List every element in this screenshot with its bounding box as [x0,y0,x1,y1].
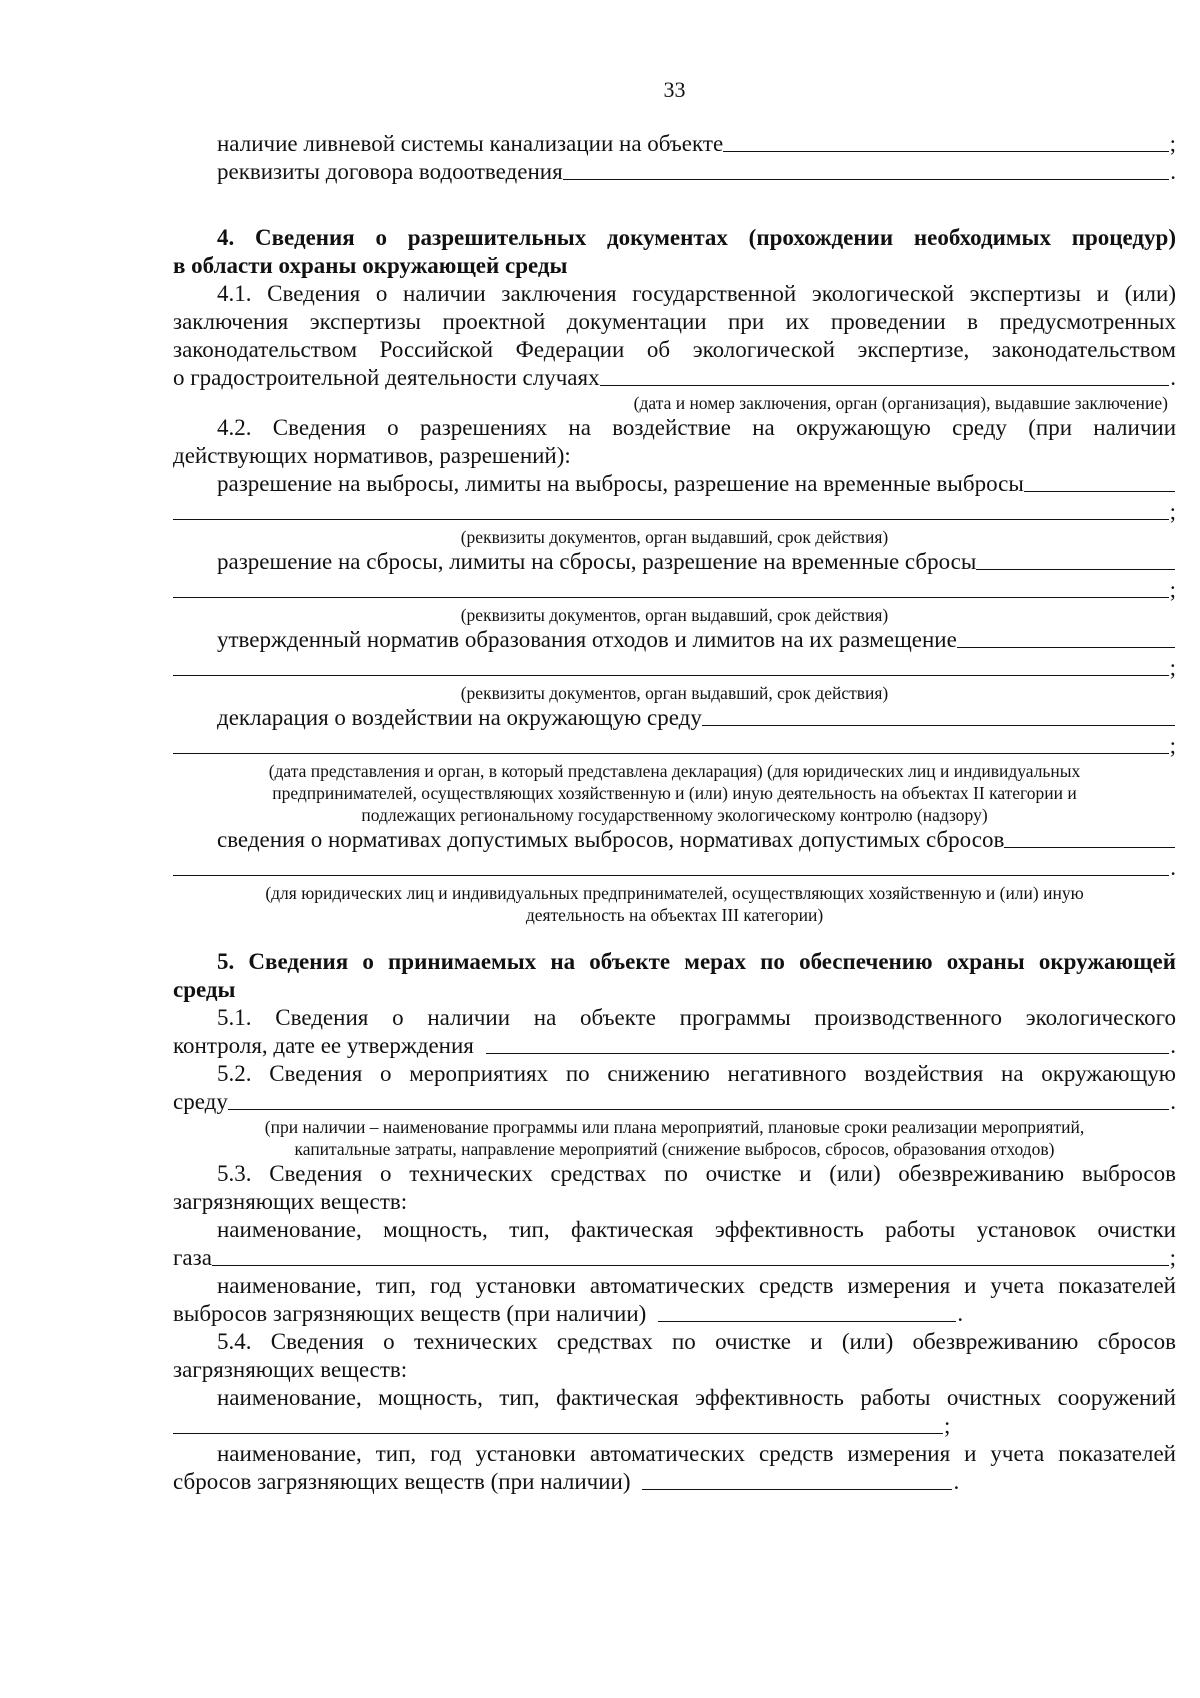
p52-caption-1: (при наличии – наименование программы или плана мероприятий, плановые сроки реализации мероприятий, [264,1117,1085,1137]
p51-line1: 5.1. Сведения о наличии на объекте программы производственного экологического [217,1005,1176,1030]
declaration-line: декларация о воздействии на окружающую среду [173,704,1176,732]
page-number: 33 [663,77,686,102]
treatment-field[interactable] [173,1433,943,1434]
semicolon: ; [1169,131,1176,156]
auto-em-field[interactable] [658,1321,956,1322]
declaration-field-a[interactable] [702,725,1175,726]
p41-line2: заключения экспертизы проектной документации при их проведении в предусмотренных [173,309,1176,334]
p52-line2: среду . [173,1089,1176,1114]
expertise-field[interactable] [600,385,1170,386]
auto-em-line1: наименование, тип, год установки автоматических средств измерения и учета показателей [217,1273,1176,1298]
norms-caption-2: деятельность на объектах III категории) [525,905,824,925]
waste-line: утвержденный норматив образования отходов и лимитов на их размещение [173,626,1176,654]
auto-dis-line1: наименование, тип, год установки автоматических средств измерения и учета показателей [217,1441,1176,1466]
pek-field[interactable] [486,1053,1169,1054]
p41-line1: 4.1. Сведения о наличии заключения государственной экологической экспертизы и (или) [217,281,1176,306]
p41-line3: законодательством Российской Федерации об экологической экспертизе, законодательством [173,337,1176,362]
p42-line1: 4.2. Сведения о разрешениях на воздействие на окружающую среду (при наличии [217,415,1176,440]
emissions-caption: (реквизиты документов, орган выдавший, срок действия) [460,527,889,547]
discharges-line2: ; [173,576,1176,604]
p41-label: о градостроительной деятельности случаях [173,365,600,390]
period: . [1170,159,1176,184]
emissions-line: разрешение на выбросы, лимиты на выбросы, разрешение на временные выбросы [173,470,1176,498]
declaration-line2: ; [173,732,1176,760]
norms-line2: . [173,854,1176,882]
norms-field-b[interactable] [173,875,1169,876]
waste-field-b[interactable] [173,675,1169,676]
treatment-line2: ; [173,1412,1176,1440]
drainage-contract-line [173,158,1176,186]
p54-line1: 5.4. Сведения о технических средствах по очистке и (или) обезвреживанию сбросов [217,1329,1176,1354]
discharges-field-b[interactable] [173,597,1169,598]
p53-line1: 5.3. Сведения о технических средствах по очистке и (или) обезвреживанию выбросов [217,1161,1176,1186]
storm-sewer-label: наличие ливневой системы канализации на объекте [217,131,724,156]
auto-dis-field[interactable] [642,1489,952,1490]
gas-line2: газа ; [173,1245,1176,1270]
storm-sewer-field[interactable] [723,151,1168,152]
emissions-field-b[interactable] [173,519,1169,520]
p52-caption-2: капитальные затраты, направление мероприятий (снижение выбросов, сбросов, образования отходов) [294,1139,1055,1159]
drainage-contract-label: реквизиты договора водоотведения [217,159,563,184]
section4-heading-cont: в области охраны окружающей среды [173,253,568,278]
p53-line2: загрязняющих веществ: [173,1189,408,1214]
norms-line: сведения о нормативах допустимых выбросов, нормативах допустимых сбросов [173,826,1176,854]
p42-line2: действующих нормативов, разрешений): [173,443,571,468]
document-body [173,130,1176,1496]
norms-field-a[interactable] [1004,847,1175,848]
waste-field-a[interactable] [957,647,1175,648]
declaration-caption-3: подлежащих региональному государственному экологическому контролю (надзору) [361,805,988,825]
waste-line2: ; [173,654,1176,682]
emissions-line2: ; [173,498,1176,526]
declaration-caption-1: (дата представления и орган, в который представлена декларация) (для юридических лиц и индивидуальных [268,761,1081,781]
declaration-field-b[interactable] [173,753,1169,754]
p41-caption: (дата и номер заключения, орган (организация), выдавшие заключение) [633,393,1168,413]
treatment-line1: наименование, мощность, тип, фактическая эффективность работы очистных сооружений [217,1385,1176,1410]
gas-field[interactable] [212,1265,1169,1266]
discharges-caption: (реквизиты документов, орган выдавший, срок действия) [460,605,889,625]
section5-heading-cont: среды [173,977,236,1002]
measures-field[interactable] [228,1109,1169,1110]
p54-line2: загрязняющих веществ: [173,1357,408,1382]
waste-caption: (реквизиты документов, орган выдавший, срок действия) [460,683,889,703]
norms-caption-1: (для юридических лиц и индивидуальных предпринимателей, осуществляющих хозяйственную и (или) иную [265,883,1084,903]
p51-line2: контроля, дате ее утверждения . [173,1033,1176,1058]
emissions-field-a[interactable] [1024,491,1175,492]
auto-em-line2: выбросов загрязняющих веществ (при наличии) . [173,1301,964,1326]
discharges-line: разрешение на сбросы, лимиты на сбросы, разрешение на временные сбросы [173,548,1176,576]
gas-line1: наименование, мощность, тип, фактическая эффективность работы установок очистки [217,1217,1176,1242]
drainage-contract-field[interactable] [563,179,1170,180]
section5-heading: 5. Сведения о принимаемых на объекте мерах по обеспечению охраны окружающей [217,949,1176,974]
discharges-field-a[interactable] [976,569,1175,570]
declaration-caption-2: предпринимателей, осуществляющих хозяйственную и (или) иную деятельность на объектах II категории и [272,783,1077,803]
storm-sewer-line [173,130,1176,158]
auto-dis-line2: сбросов загрязняющих веществ (при наличии) . [173,1469,960,1494]
p52-line1: 5.2. Сведения о мероприятиях по снижению негативного воздействия на окружающую [217,1061,1176,1086]
section4-heading: 4. Сведения о разрешительных документах (прохождении необходимых процедур) [217,225,1176,250]
p41-line4: о градостроительной деятельности случаях . [173,365,1176,390]
